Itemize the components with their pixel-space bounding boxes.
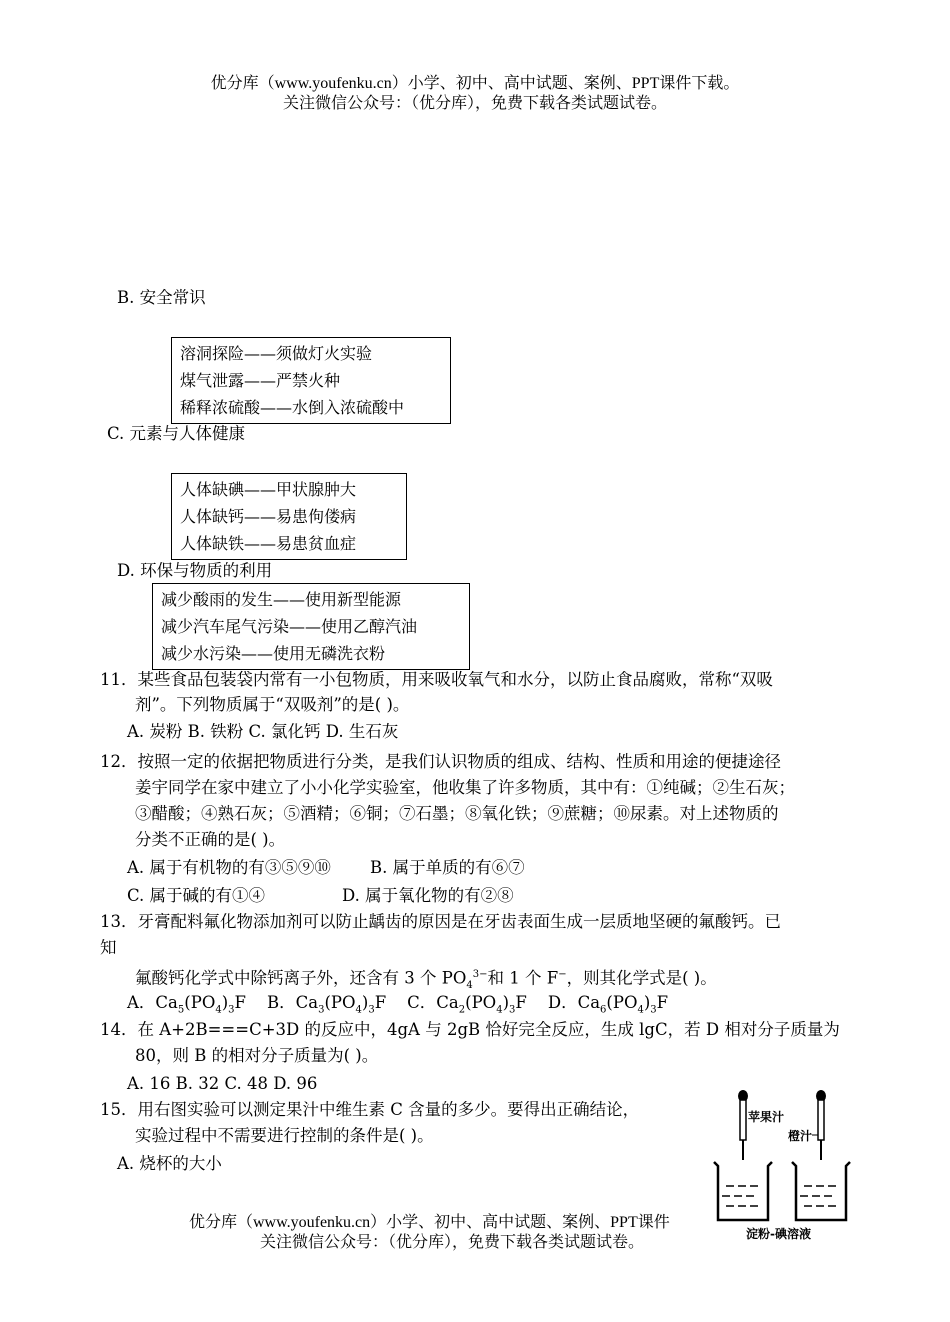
right-dropper-icon	[816, 1090, 826, 1160]
q12-line3: ③醋酸；④熟石灰；⑤酒精；⑥铜；⑦石墨；⑧氧化铁；⑨蔗糖；⑩尿素。对上述物质的	[135, 804, 779, 823]
section-d-box	[152, 583, 470, 670]
q13-f-charge: −	[558, 969, 567, 980]
q14-options: A. 16 B. 32 C. 48 D. 96	[127, 1074, 318, 1093]
section-b-item: 溶洞探险——须做灯火实验	[180, 344, 373, 363]
label-orange-juice: 橙汁	[788, 1129, 813, 1143]
section-c-item: 人体缺碘——甲状腺肿大	[180, 480, 357, 499]
section-d-title: D. 环保与物质的利用	[117, 561, 273, 580]
q13-line1b: 知	[100, 938, 117, 957]
section-d-item: 减少汽车尾气污染——使用乙醇汽油	[161, 617, 418, 636]
q15-option-a: A. 烧杯的大小	[117, 1154, 222, 1173]
q12-option-d: D. 属于氧化物的有②⑧	[342, 886, 514, 905]
q13-po4-charge: 3−	[472, 969, 488, 980]
page-header-line1: 优分库（www.youfenku.cn）小学、初中、高中试题、案例、PPT课件下载。	[210, 75, 740, 92]
q13-option-b: B．$Ca_3(PO_4)_3F$	[266, 993, 387, 1016]
page-header-line2: 关注微信公众号：（优分库），免费下载各类试题试卷。	[282, 95, 667, 112]
q15-line1: 15．用右图实验可以测定果汁中维生素 C 含量的多少。要得出正确结论，	[100, 1100, 640, 1119]
section-c-item: 人体缺钙——易患佝偻病	[180, 507, 357, 526]
section-d-item: 减少酸雨的发生——使用新型能源	[161, 590, 402, 609]
q12-option-b: B. 属于单质的有⑥⑦	[370, 858, 525, 877]
q13-po4-subscript: 4	[466, 979, 473, 991]
q13-line2-text-c: ，则其化学式是( )。	[566, 968, 717, 988]
beaker-experiment-figure	[708, 1088, 858, 1248]
left-beaker-icon	[714, 1162, 772, 1220]
q12-line1: 12．按照一定的依据把物质进行分类，是我们认识物质的组成、结构、性质和用途的便捷途径	[100, 752, 781, 771]
q12-option-a: A. 属于有机物的有③⑤⑨⑩	[127, 858, 331, 877]
q13-option-d: D．$Ca_6(PO_4)_3F$	[547, 993, 669, 1016]
label-starch-iodine-solution: 淀粉-碘溶液	[746, 1227, 811, 1241]
q15-line2: 实验过程中不需要进行控制的条件是( )。	[135, 1126, 434, 1145]
section-b-item: 稀释浓硫酸——水倒入浓硫酸中	[180, 398, 405, 417]
q13-line1: 13．牙膏配料氟化物添加剂可以防止龋齿的原因是在牙齿表面生成一层质地坚硬的氟酸钙。已	[100, 912, 781, 931]
page-footer-line2: 关注微信公众号：（优分库），免费下载各类试题试卷。	[260, 1234, 645, 1251]
section-b-box	[171, 337, 451, 424]
section-c-box	[171, 473, 407, 560]
q11-line1: 11．某些食品包装袋内常有一小包物质，用来吸收氧气和水分，以防止食品腐败，常称“双吸	[100, 670, 773, 689]
q13-options	[127, 992, 668, 1021]
q14-line2: 80，则 B 的相对分子质量为( )。	[135, 1046, 379, 1065]
q13-option-a: A．$Ca_5(PO_4)_3F$	[127, 993, 246, 1016]
q12-line2: 姜宇同学在家中建立了小小化学实验室，他收集了许多物质，其中有：①纯碱；②生石灰；	[135, 778, 795, 797]
left-dropper-icon	[738, 1090, 748, 1160]
section-d-item: 减少水污染——使用无磷洗衣粉	[161, 644, 386, 663]
section-c-item: 人体缺铁——易患贫血症	[180, 534, 357, 553]
section-c-title: C. 元素与人体健康	[107, 424, 246, 443]
q12-option-c: C. 属于碱的有①④	[127, 886, 266, 905]
q11-options: A. 炭粉 B. 铁粉 C. 氯化钙 D. 生石灰	[127, 722, 399, 741]
section-b-item: 煤气泄露——严禁火种	[180, 371, 341, 390]
page-footer-line1: 优分库（www.youfenku.cn）小学、初中、高中试题、案例、PPT课件	[189, 1214, 670, 1231]
q14-line1: 14．在 A+2B===C+3D 的反应中，4gA 与 2gB 恰好完全反应，生成 lgC，若 D 相对分子质量为	[100, 1020, 840, 1039]
q13-line2-text-b: 和 1 个 F	[487, 968, 559, 988]
q11-line2: 剂”。下列物质属于“双吸剂”的是( )。	[135, 695, 410, 714]
q13-line2-text-a: 氟酸钙化学式中除钙离子外，还含有 3 个 PO	[135, 968, 467, 988]
section-b-title: B. 安全常识	[117, 288, 206, 307]
q13-option-c: C．$Ca_2(PO_4)_3F$	[407, 993, 527, 1016]
q12-line4: 分类不正确的是( )。	[135, 830, 286, 849]
label-apple-juice: 苹果汁	[748, 1110, 785, 1124]
right-beaker-icon	[792, 1162, 850, 1220]
